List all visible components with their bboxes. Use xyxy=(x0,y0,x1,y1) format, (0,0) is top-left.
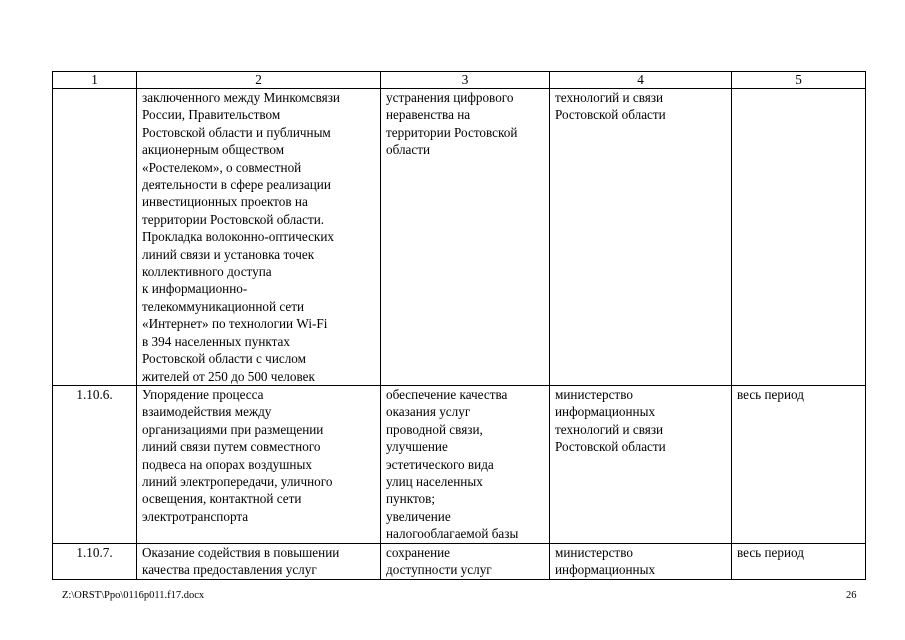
row-number xyxy=(53,89,137,386)
header-col-2: 2 xyxy=(137,72,381,89)
text-line: территории Ростовской xyxy=(386,124,518,140)
responsible-executor xyxy=(550,385,732,543)
text-line: обеспечение качества xyxy=(386,386,508,402)
text-line: «Интернет» по технологии Wi-Fi xyxy=(142,316,328,332)
expected-result xyxy=(381,89,550,386)
text-line: «Ростелеком», о совместной xyxy=(142,159,302,175)
text-line: линий электропередачи, уличного xyxy=(142,473,333,489)
header-col-4: 4 xyxy=(550,72,732,89)
text-line: заключенного между Минкомсвязи xyxy=(142,90,340,105)
text-line: телекоммуникационной сети xyxy=(142,298,305,314)
text-line: Прокладка волоконно-оптических xyxy=(142,229,334,245)
row-number: 1.10.6. xyxy=(53,385,137,543)
footer-file-path: Z:\ORST\Ppo\0116p011.f17.docx xyxy=(62,590,205,601)
text-line: устранения цифрового xyxy=(386,90,514,105)
text-line: Ростовской области и публичным xyxy=(142,124,331,140)
text-line: улучшение xyxy=(386,439,448,455)
text-line: линий связи путем совместного xyxy=(142,439,321,455)
table-row xyxy=(53,543,866,579)
text-line: неравенства на xyxy=(386,107,471,123)
text-line: территории Ростовской области. xyxy=(142,211,325,227)
text-line: сохранение xyxy=(386,544,451,560)
header-col-3: 3 xyxy=(381,72,550,89)
text-line: информационных xyxy=(555,561,656,577)
implementation-period xyxy=(732,89,866,386)
text-line: информационных xyxy=(555,404,656,420)
header-col-1: 1 xyxy=(53,72,137,89)
header-col-5: 5 xyxy=(732,72,866,89)
expected-result xyxy=(381,385,550,543)
text-line: Оказание содействия в повышении xyxy=(142,544,340,560)
table-row xyxy=(53,385,866,543)
text-line: налогооблагаемой базы xyxy=(386,526,519,542)
text-line: проводной связи, xyxy=(386,421,483,437)
text-line: жителей от 250 до 500 человек xyxy=(142,368,315,384)
text-line: освещения, контактной сети xyxy=(142,491,302,507)
text-line: Ростовской области с числом xyxy=(142,351,306,367)
responsible-executor xyxy=(550,89,732,386)
measures-table xyxy=(52,71,866,580)
text-line: в 394 населенных пунктах xyxy=(142,333,290,349)
text-line: министерство xyxy=(555,386,633,402)
expected-result xyxy=(381,543,550,579)
text-line: технологий и связи xyxy=(555,90,664,105)
text-line: Ростовской области xyxy=(555,107,666,123)
table-header-row xyxy=(53,72,866,89)
text-line: взаимодействия между xyxy=(142,404,272,420)
text-line: России, Правительством xyxy=(142,107,281,123)
text-line: технологий и связи xyxy=(555,421,664,437)
text-line: эстетического вида xyxy=(386,456,494,472)
text-line: области xyxy=(386,142,431,158)
text-line: весь период xyxy=(737,544,804,560)
text-line: весь период xyxy=(737,386,804,402)
text-line: министерство xyxy=(555,544,633,560)
text-line: инвестиционных проектов на xyxy=(142,194,308,210)
text-line: увеличение xyxy=(386,508,451,524)
row-number: 1.10.7. xyxy=(53,543,137,579)
table-row xyxy=(53,89,866,386)
measure-description xyxy=(137,385,381,543)
text-line: пунктов; xyxy=(386,491,436,507)
text-line: коллективного доступа xyxy=(142,264,272,280)
responsible-executor xyxy=(550,543,732,579)
implementation-period xyxy=(732,385,866,543)
text-line: к информационно- xyxy=(142,281,248,297)
measure-description xyxy=(137,89,381,386)
text-line: доступности услуг xyxy=(386,561,492,577)
text-line: качества предоставления услуг xyxy=(142,561,317,577)
measure-description xyxy=(137,543,381,579)
text-line: деятельности в сфере реализации xyxy=(142,177,331,193)
text-line: линий связи и установка точек xyxy=(142,246,315,262)
text-line: подвеса на опорах воздушных xyxy=(142,456,312,472)
text-line: электротранспорта xyxy=(142,508,249,524)
text-line: акционерным обществом xyxy=(142,142,285,158)
implementation-period xyxy=(732,543,866,579)
text-line: Ростовской области xyxy=(555,439,666,455)
footer-page-number: 26 xyxy=(846,590,857,601)
text-line: улиц населенных xyxy=(386,473,483,489)
text-line: организациями при размещении xyxy=(142,421,324,437)
text-line: Упорядение процесса xyxy=(142,386,264,402)
text-line: оказания услуг xyxy=(386,404,471,420)
